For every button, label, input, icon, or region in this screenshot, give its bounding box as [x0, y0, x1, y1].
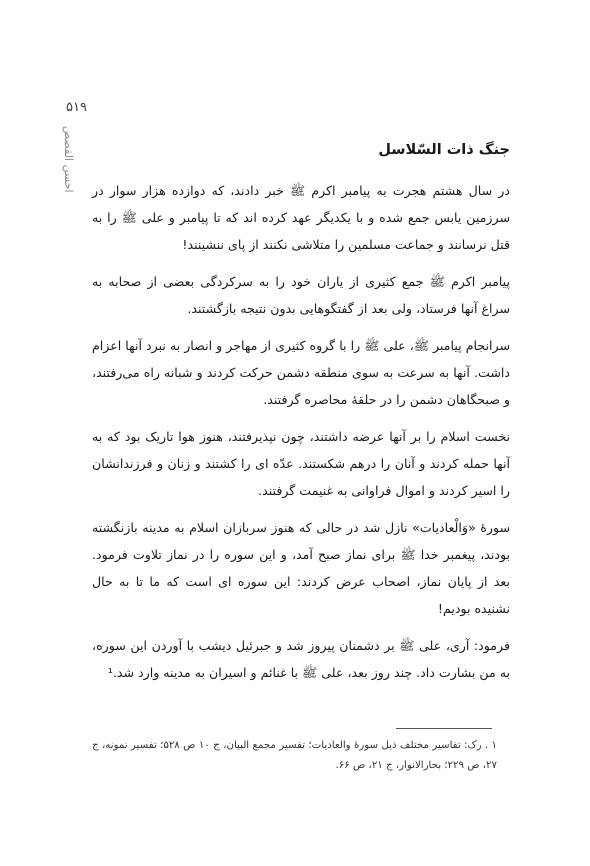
main-content — [92, 140, 510, 696]
paragraph-4: نخست اسلام را بر آنها عرضه داشتند، چون نپذیرفتند، هنوز هوا تاریک بود که به آنها حمله کردند و آنان را درهم شکستند. عدّه ای را کشتند و زنان و فرزندانشان را اسیر کردند و اموال فراوانی به غنیمت گرفتند. — [92, 429, 510, 498]
page-number: ۵۱۹ — [66, 100, 87, 115]
paragraph-3: سرانجام پیامبر ﷺ، علی ﷺ را با گروه کثیری از مهاجر و انصار به نبرد آنها اعزام داشت. آنها به سرعت به سوی منطقه دشمن حرکت کردند و شبانه راه می‌رفتند، و صبحگاهان دشمن را در حلقهٔ محاصره گرفتند. — [92, 338, 510, 407]
footnote: ۱ . رک: تفاسیر مختلف ذیل سورهٔ والعادیات؛ تفسیر مجمع البیان، ج ۱۰ ص ۵۲۸؛ تفسیر نمونه، ج ۲۷، ص ۲۲۹؛ بحارالانوار، ج ۲۱، ص ۶۶. — [92, 740, 498, 771]
running-title: احسن القصص — [62, 126, 75, 193]
paragraph-5: سورهٔ «وَالْعادیات» نازل شد در حالی که هنوز سربازان اسلام به مدینه بازنگشته بودند، پیغمبر خدا ﷺ برای نماز صبح آمد، و این سوره را در نماز تلاوت فرمود. بعد از پایان نماز، اصحاب عرض کردند: این سوره ای است که ما تا به حال نشنیده بودیم! — [92, 520, 510, 616]
paragraph-6: فرمود: آری، علی ﷺ بر دشمنان پیروز شد و جبرئیل دیشب با آوردن این سوره، به من بشارت داد. چند روز بعد، علی ﷺ با غنائم و اسیران به مدینه وارد شد.¹ — [92, 638, 510, 680]
section-heading: جنگ ذات السّلاسل — [378, 142, 510, 158]
paragraph-2: پیامبر اکرم ﷺ جمع کثیری از یاران خود را به سرکردگی بعضی از صحابه به سراغ آنها فرستاد، ولی بعد از گفتگوهایی بدون نتیجه بازگشتند. — [92, 274, 510, 316]
footnote-divider — [396, 728, 492, 729]
paragraph-1: در سال هشتم هجرت به پیامبر اکرم ﷺ خبر دادند، که دوازده هزار سوار در سرزمین یابس جمع شده و با یکدیگر عهد کرده اند که تا پیامبر و علی ﷺ را به قتل نرسانند و جماعت مسلمین را متلاشی نکنند از پای ننشینند! — [92, 183, 510, 252]
